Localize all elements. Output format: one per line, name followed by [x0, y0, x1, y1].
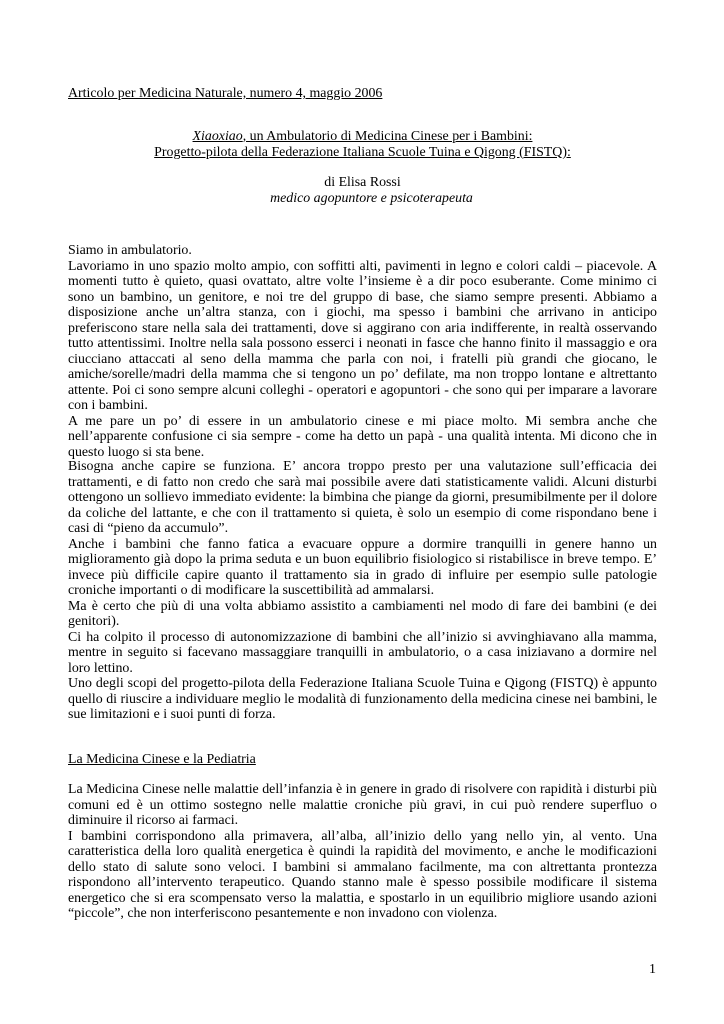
- paragraph: Bisogna anche capire se funziona. E’ ancora troppo presto per una valutazione sull’efficacia dei trattamenti, e di fatto non credo che sarà mai possibile avere dati statisticamente validi. Alcuni disturbi ottengono un sollievo immediato evidente: la bimbina che piange da giorni, presumibilmente per il dolore da coliche del lattante, e che con il trattamento si quieta, è solo un esempio di come rispondano bene i casi di “pieno da accumulo”.: [68, 459, 657, 536]
- section-efficacy: [68, 459, 657, 723]
- section-heading: La Medicina Cinese e la Pediatria: [68, 752, 256, 767]
- author-name: di Elisa Rossi: [324, 175, 401, 190]
- paragraph: Ma è certo che più di una volta abbiamo assistito a cambiamenti nel modo di fare dei bambini (e dei genitori).: [68, 598, 657, 629]
- article-header: Articolo per Medicina Naturale, numero 4, maggio 2006: [68, 86, 383, 101]
- page-number: 1: [649, 962, 656, 977]
- paragraph: Anche i bambini che fanno fatica a evacuare oppure a dormire tranquilli in genere hanno un miglioramento già dopo la prima seduta e un buon equilibrio fisiologico si ristabilisce in breve tempo. E’ invece più difficile capire quanto il trattamento sia in grado di influire per esempio sulle patologie croniche importanti o di modificare la suscettibilità ad ammalarsi.: [68, 536, 657, 598]
- title-line-2: Progetto-pilota della Federazione Italiana Scuole Tuina e Qigong (FISTQ):: [154, 144, 571, 160]
- title-line-1-rest: , un Ambulatorio di Medicina Cinese per i Bambini:: [242, 129, 533, 144]
- section-pediatrics: [68, 782, 657, 922]
- section-intro: [68, 243, 657, 460]
- paragraph: Siamo in ambulatorio.: [68, 243, 192, 258]
- paragraph: Uno degli scopi del progetto-pilota della Federazione Italiana Scuole Tuina e Qigong (FISTQ) è appunto quello di riuscire a individuare meglio le modalità di funzionamento della medicina cinese nei bambini, le sue limitazioni e i suoi punti di forza.: [68, 676, 657, 722]
- paragraph: I bambini corrispondono alla primavera, all’alba, all’inizio dello yang nello yin, al vento. Una caratteristica della loro qualità energetica è quindi la rapidità del movimento, e anche le modificazioni dello stato di salute sono veloci. I bambini si ammalano facilmente, ma con altrettanta prontezza rispondono all’intervento terapeutico. Quando stanno male è spesso possibile modificare il sistema energetico che si era scompensato verso la malattia, e spostarlo in un equilibrio migliore usando azioni “piccole”, che non interferiscono pesantemente e non invadono con violenza.: [68, 828, 657, 921]
- title-line-1: [68, 129, 657, 145]
- paragraph: A me pare un po’ di essere in un ambulatorio cinese e mi piace molto. Mi sembra anche che nell’apparente confusione ci sia sempre - come ha detto un papà - una qualità intenta. Mi dicono che in questo luogo si sta bene.: [68, 413, 657, 460]
- paragraph: Ci ha colpito il processo di autonomizzazione di bambini che all’inizio si avvinghiavano alla mamma, mentre in seguito si facevano massaggiare tranquilli in ambulatorio, o a casa iniziavano a dormire nel loro lettino.: [68, 629, 657, 676]
- title-italic: Xiaoxiao: [192, 129, 243, 144]
- title-block: [68, 129, 657, 206]
- paragraph: Lavoriamo in uno spazio molto ampio, con soffitti alti, pavimenti in legno e colori caldi – piacevole. A momenti tutto è quieto, quasi ovattato, altre volte l’insieme è a dir poco esuberante. Come minimo ci sono un bambino, un genitore, e noi tre del gruppo di base, che siamo sempre presenti. Abbiamo a disposizione anche un’altra stanza, con i giochi, ma spesso i bambini che arrivano in anticipo preferiscono stare nella sala dei trattamenti, dove si aggirano con aria indifferente, in realtà osservando tutto attentissimi. Inoltre nella sala possono esserci i neonati in fasce che hanno finito il massaggio e ora ciucciano attaccati al seno della mamma che parla con noi, i fratelli più grandi che giocano, le amiche/sorelle/madri della mamma che si tengono un po’ defilate, ma non troppo lontane e altrettanto attente. Poi ci sono sempre alcuni colleghi - operatori e agopuntori - che sono qui per imparare a lavorare con i bambini.: [68, 258, 657, 413]
- paragraph: La Medicina Cinese nelle malattie dell’infanzia è in genere in grado di risolvere con rapidità i disturbi più comuni ed è un ottimo sostegno nelle malattie croniche più gravi, in cui può rendere superfluo o diminuire il ricorso ai farmaci.: [68, 782, 657, 828]
- author-role: medico agopuntore e psicoterapeuta: [270, 190, 473, 206]
